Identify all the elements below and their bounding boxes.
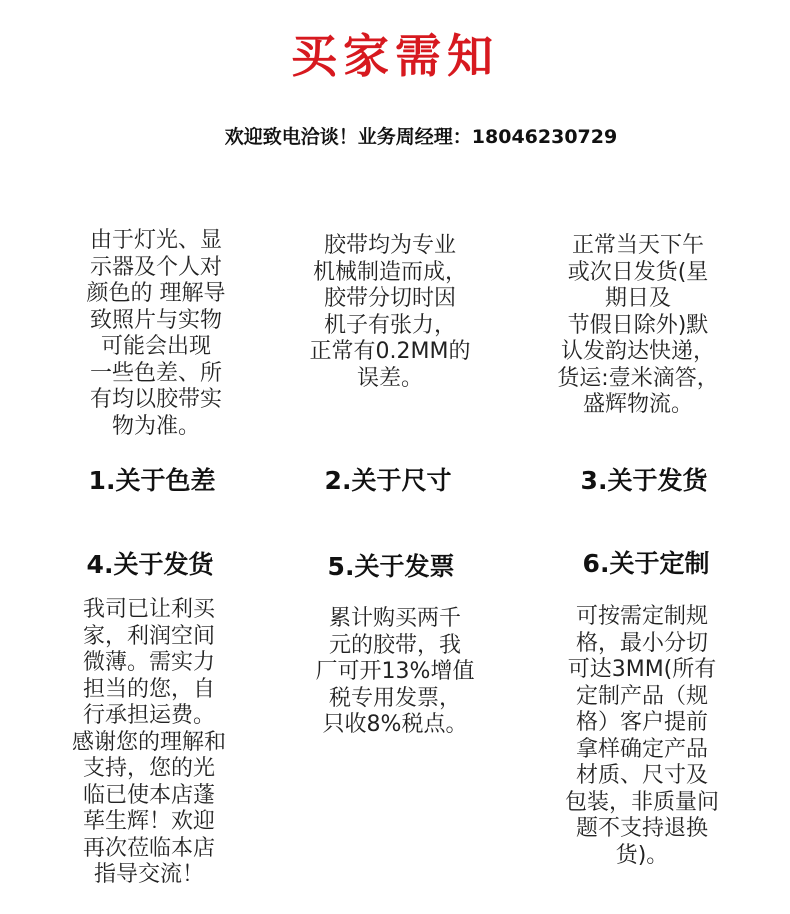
paragraph-shipping [548, 233, 728, 419]
text-line: 货运:壹米滴答， [557, 365, 719, 391]
heading-invoice: 5.关于发票 [327, 552, 455, 581]
text-line: 定制产品（规 [575, 683, 708, 709]
text-line: 货)。 [615, 842, 669, 868]
text-line: 担当的您，自 [82, 676, 215, 702]
text-line: 一些色差、所 [89, 360, 222, 386]
text-line: 正常当天下午 [571, 233, 704, 258]
contact-line: 欢迎致电洽谈！业务周经理：18046230729 [224, 126, 618, 148]
heading-customization: 6.关于定制 [582, 549, 710, 578]
page-title: 买家需知 [291, 29, 499, 83]
paragraph-size [300, 233, 480, 392]
text-line: 临已使本店蓬 [82, 782, 215, 808]
text-line: 胶带均为专业 [323, 233, 456, 258]
text-line: 材质、尺寸及 [575, 763, 708, 788]
text-line: 格，最小分切 [575, 630, 708, 656]
text-line: 物为准。 [111, 413, 200, 439]
text-line: 有均以胶带实 [89, 387, 222, 412]
text-line: 认发韵达快递， [560, 339, 715, 364]
text-line: 由于灯光、显 [89, 228, 222, 253]
text-line: 厂可开13%增值 [315, 659, 475, 684]
text-line: 我司已让利买 [82, 597, 215, 622]
text-line: 正常有0.2MM的 [309, 339, 471, 364]
text-line: 或次日发货(星 [567, 259, 709, 285]
text-line: 行承担运费。 [82, 703, 215, 728]
text-line: 再次莅临本店 [82, 835, 215, 861]
text-line: 指导交流！ [93, 862, 204, 887]
heading-shipping-cost: 4.关于发货 [86, 550, 214, 579]
text-line: 微薄。需实力 [82, 650, 215, 675]
text-line: 机械制造而成， [312, 259, 467, 285]
text-line: 误差。 [356, 365, 423, 391]
text-line: 元的胶带，我 [328, 632, 461, 658]
text-line: 支持，您的光 [82, 756, 215, 781]
text-line: 感谢您的理解和 [71, 729, 226, 755]
paragraph-color-difference [66, 228, 246, 440]
text-line: 格）客户提前 [575, 710, 708, 735]
text-line: 家，利润空间 [82, 623, 215, 649]
text-line: 可达3MM(所有 [567, 657, 717, 682]
text-line: 荜生辉！欢迎 [82, 809, 215, 834]
paragraph-invoice [305, 606, 485, 739]
text-line: 机子有张力， [323, 312, 456, 338]
text-line: 可按需定制规 [575, 604, 708, 629]
text-line: 题不支持退换 [575, 816, 708, 841]
text-line: 致照片与实物 [89, 307, 222, 333]
text-line: 拿样确定产品 [575, 736, 708, 762]
text-line: 胶带分切时因 [323, 286, 456, 311]
text-line: 期日及 [604, 286, 671, 311]
paragraph-customization [552, 604, 732, 869]
text-line: 颜色的 理解导 [86, 281, 226, 306]
text-line: 包装，非质量问 [564, 789, 719, 815]
text-line: 可能会出现 [100, 334, 211, 359]
text-line: 税专用发票， [328, 685, 461, 711]
text-line: 累计购买两千 [328, 606, 461, 631]
text-line: 示器及个人对 [89, 254, 222, 280]
heading-color-difference: 1.关于色差 [88, 466, 216, 495]
text-line: 只收8%税点。 [322, 712, 468, 737]
paragraph-shipping-cost [59, 597, 239, 889]
heading-size: 2.关于尺寸 [324, 466, 452, 495]
heading-shipping: 3.关于发货 [580, 466, 708, 495]
text-line: 节假日除外)默 [567, 312, 709, 338]
text-line: 盛辉物流。 [582, 392, 693, 417]
